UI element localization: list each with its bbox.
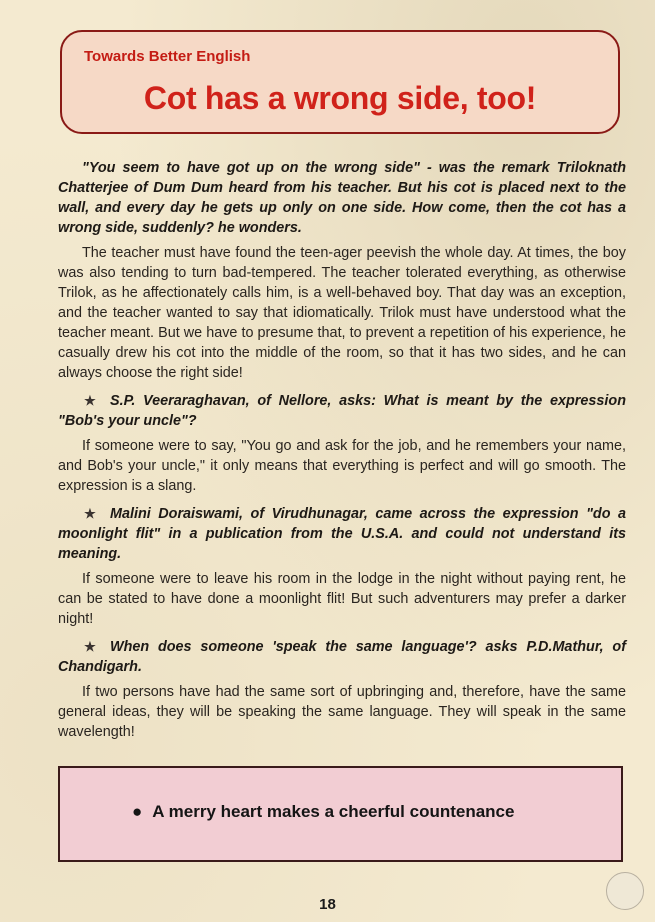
star-icon: ★: [84, 506, 96, 521]
article-body: [58, 158, 626, 750]
proverb-text: A merry heart makes a cheerful countenance: [152, 802, 515, 821]
question-3: [58, 504, 626, 564]
star-icon: ★: [84, 639, 96, 654]
proverb-line: [132, 802, 514, 822]
answer-2: If someone were to say, "You go and ask for the job, and he remembers your name, and Bob's your uncle," it only means that everything is perfect and will go smooth. The expression is a slang.: [58, 438, 626, 494]
question-3-text: Malini Doraiswami, of Virudhunagar, came across the expression "do a moonlight flit" in a publication from the U.S.A. and could not understand its meaning.: [58, 506, 626, 562]
question-2: [58, 391, 626, 431]
question-2-text: S.P. Veeraraghavan, of Nellore, asks: What is meant by the expression "Bob's your uncle"?: [58, 393, 626, 429]
question-4: [58, 637, 626, 677]
library-stamp-icon: [606, 872, 644, 910]
star-icon: ★: [84, 393, 96, 408]
series-title: Towards Better English: [84, 48, 251, 65]
proverb-box: [58, 766, 623, 862]
title-banner: [60, 30, 620, 134]
question-1: "You seem to have got up on the wrong side" - was the remark Triloknath Chatterjee of Dum Dum heard from his teacher. But his cot is placed next to the wall, and every day he gets up only on one side. How come, then the cot has a wrong side, suddenly? he wonders.: [58, 160, 626, 236]
answer-4: If two persons have had the same sort of upbringing and, therefore, have the same general ideas, they will be speaking the same language. They will speak in the same wavelength!: [58, 684, 626, 740]
question-4-text: When does someone 'speak the same language'? asks P.D.Mathur, of Chandigarh.: [58, 639, 626, 675]
answer-1: The teacher must have found the teen-ager peevish the whole day. At times, the boy was also tending to turn bad-tempered. The teacher tolerated everything, as otherwise Trilok, as he affectionately calls him, is a well-behaved boy. That day was an exception, and the teacher wanted to say that idiomatically. Trilok must have understood what the teacher meant. But we have to presume that, to prevent a repetition of his experience, he casually drew his cot into the middle of the room, so that it has two sides, and he can always choose the right side!: [58, 245, 626, 381]
answer-3: If someone were to leave his room in the lodge in the night without paying rent, he can be stated to have done a moonlight flit! But such adventurers may prefer a darker night!: [58, 571, 626, 627]
bullet-icon: ●: [132, 802, 143, 821]
page-headline: Cot has a wrong side, too!: [143, 80, 537, 116]
page-number: 18: [319, 896, 336, 913]
